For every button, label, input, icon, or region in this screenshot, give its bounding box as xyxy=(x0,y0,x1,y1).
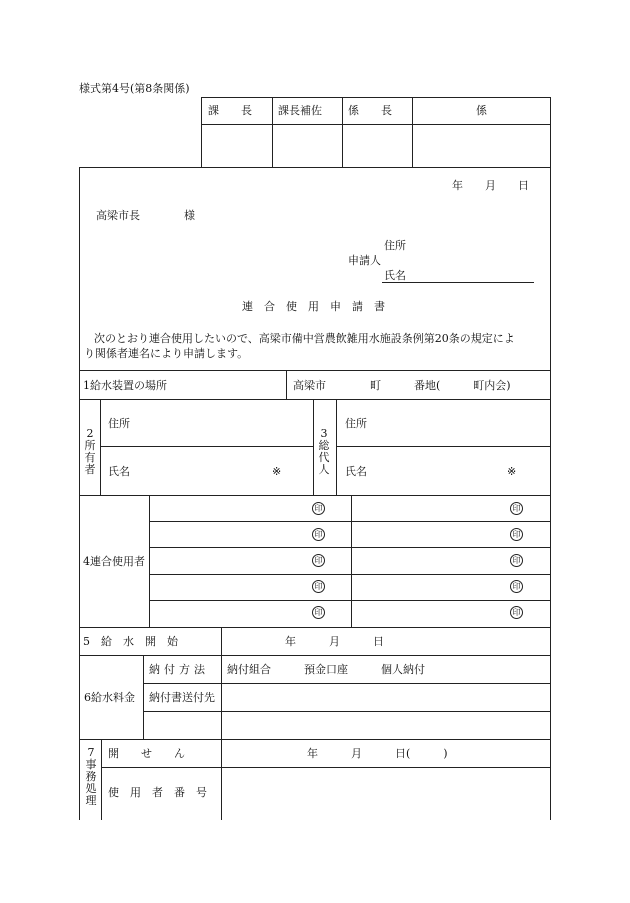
body-text-line1: 次のとおり連合使用したいので、高梁市備中営農飲雑用水施設条例第20条の規定によ xyxy=(94,332,515,345)
seal-mark: 印 xyxy=(312,528,325,541)
section1-top-line xyxy=(79,370,551,371)
seal-mark: 印 xyxy=(510,502,523,515)
section4-label: 4連合使用者 xyxy=(83,555,145,568)
section3-mid-line xyxy=(336,446,551,447)
section6-label-divider xyxy=(143,655,144,739)
section7-label: 7事務処理 xyxy=(85,746,97,807)
section5-label: 5 給 水 開 始 xyxy=(83,635,178,648)
section2-label-divider xyxy=(100,399,101,495)
section7-open-label: 開 せ ん xyxy=(108,747,185,760)
section4-row-line xyxy=(149,521,551,522)
section6-top-line xyxy=(79,655,551,656)
section3-label-divider xyxy=(336,399,337,495)
section6-row-line xyxy=(143,711,551,712)
section4-row-line xyxy=(149,574,551,575)
section6-label: 6給水料金 xyxy=(84,691,135,704)
applicant-name-underline xyxy=(382,282,534,283)
section2-label: 2所有者 xyxy=(84,427,96,476)
section6-method-values: 納付組合 預金口座 個人納付 xyxy=(227,663,425,676)
approval-vline xyxy=(412,97,413,167)
section2-address: 住所 xyxy=(108,417,130,430)
approval-header-kacho: 課 長 xyxy=(208,104,252,117)
approval-vline xyxy=(342,97,343,167)
section7-user-number-label: 使 用 者 番 号 xyxy=(108,786,207,799)
form-number: 様式第4号(第8条関係) xyxy=(79,82,190,95)
seal-mark: 印 xyxy=(312,606,325,619)
section1-value: 高梁市 町 番地( 町内会) xyxy=(293,379,511,392)
section3-name: 氏名 xyxy=(345,465,367,478)
section7-label-divider xyxy=(101,739,102,820)
section6-row-line xyxy=(143,683,551,684)
approval-vline xyxy=(272,97,273,167)
seal-mark: 印 xyxy=(312,580,325,593)
approval-top-line xyxy=(201,97,551,98)
section2-3-divider xyxy=(313,399,314,495)
applicant-label: 申請人 xyxy=(348,254,381,267)
approval-vline xyxy=(550,97,551,167)
approval-mid-line xyxy=(201,124,551,125)
form-right-line xyxy=(550,167,551,820)
seal-mark: 印 xyxy=(510,554,523,567)
applicant-name-label: 氏名 xyxy=(384,269,406,282)
section5-top-line xyxy=(79,627,551,628)
section6-send-label: 納付書送付先 xyxy=(149,691,215,704)
section6-method-label: 納付方法 xyxy=(149,663,209,676)
form-title: 連 合 使 用 申 請 書 xyxy=(242,300,385,313)
section4-row-line xyxy=(149,547,551,548)
section1-label: 1給水装置の場所 xyxy=(83,379,167,392)
body-text-line2: り関係者連名により申請します。 xyxy=(84,347,249,360)
section2-mark: ※ xyxy=(272,465,282,478)
seal-mark: 印 xyxy=(312,554,325,567)
seal-mark: 印 xyxy=(510,606,523,619)
section4-row-line xyxy=(149,600,551,601)
approval-header-kakaricho: 係 長 xyxy=(348,104,392,117)
form-left-line xyxy=(79,167,80,820)
section5-value: 年 月 日 xyxy=(285,635,384,648)
approval-vline xyxy=(201,97,202,167)
section4-col-divider xyxy=(351,495,352,627)
section1-divider xyxy=(286,370,287,399)
section3-label: 3総代人 xyxy=(318,427,330,476)
date-line: 年 月 日 xyxy=(452,179,529,192)
section2-mid-line xyxy=(100,446,313,447)
section2-name: 氏名 xyxy=(108,465,130,478)
section7-top-line xyxy=(79,739,551,740)
section4-label-divider xyxy=(149,495,150,627)
section3-mark: ※ xyxy=(507,465,517,478)
seal-mark: 印 xyxy=(510,580,523,593)
section7-row-line xyxy=(101,767,551,768)
approval-header-kachohosa: 課長補佐 xyxy=(278,104,322,117)
section7-open-value: 年 月 日( ) xyxy=(307,747,448,760)
approval-header-kakari: 係 xyxy=(476,104,487,117)
addressee: 高梁市長 様 xyxy=(96,209,195,222)
seal-mark: 印 xyxy=(510,528,523,541)
form-top-line xyxy=(79,167,551,168)
section2-top-line xyxy=(79,399,551,400)
seal-mark: 印 xyxy=(312,502,325,515)
section3-address: 住所 xyxy=(345,417,367,430)
applicant-address-label: 住所 xyxy=(384,239,406,252)
